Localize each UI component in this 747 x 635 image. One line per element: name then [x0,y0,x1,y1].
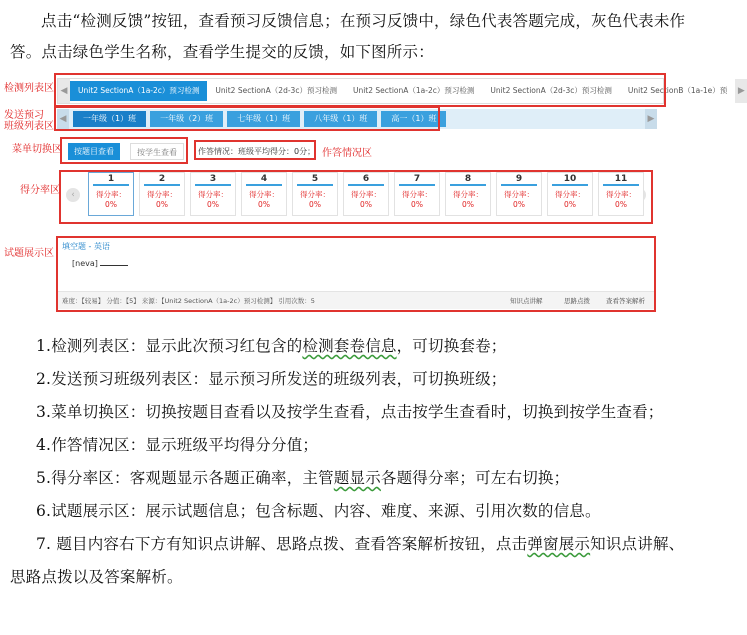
class-tab[interactable]: 一年级（2）班 [150,111,223,127]
list-item: 4.作答情况区：显示班级平均得分分值； [36,436,319,454]
annotation-score: 得分率区 [20,185,60,196]
question-title: 填空题 - 英语 [62,242,110,251]
score-rate-value: 0% [309,200,321,209]
question-number: 2 [144,173,180,186]
list-item: 2.发送预习班级列表区：显示预习所发送的班级列表，可切换班级； [36,370,507,388]
chevron-left-icon[interactable]: ◀ [58,79,70,103]
list-item: 6.试题展示区：展示试题信息；包含标题、内容、难度、来源、引用次数的信息。 [36,502,601,520]
question-number: 3 [195,173,231,186]
class-tab[interactable]: 七年级（1）班 [227,111,300,127]
list-item: 1.检测列表区：显示此次预习红包含的检测套卷信息，可切换套卷； [36,337,507,355]
score-rate-label: 得分率： [402,190,432,199]
score-rate-label: 得分率： [504,190,534,199]
chevron-right-icon[interactable]: ▶ [645,109,657,129]
knowledge-button[interactable]: 知识点讲解 [510,297,543,305]
performance-summary: 作答情况：班级平均得分：0分； [198,147,316,156]
score-rate-value: 0% [360,200,372,209]
test-set-tab[interactable]: Unit2 SectionA（1a-2c）预习检测 [70,81,207,101]
score-rate-value: 0% [615,200,627,209]
annotation-class-list-line2: 班级列表区 [4,121,54,132]
annotation-performance: 作答情况区 [322,148,372,159]
score-rate-value: 0% [258,200,270,209]
chevron-right-icon[interactable]: ▶ [735,79,747,103]
by-question-button[interactable]: 按题目查看 [68,143,120,160]
score-rate-label: 得分率： [555,190,585,199]
question-number: 10 [552,173,588,186]
score-rate-value: 0% [105,200,117,209]
score-rate-label: 得分率： [249,190,279,199]
score-rate-value: 0% [564,200,576,209]
chevron-left-icon[interactable]: ‹ [66,188,80,202]
annotation-class-list-line1: 发送预习 [4,110,44,121]
question-number: 8 [450,173,486,186]
list-item: 5.得分率区：客观题显示各题正确率，主管题显示各题得分率；可左右切换； [36,469,570,487]
description-list [10,330,700,594]
class-tab[interactable]: 一年级（1）班 [73,111,146,127]
intro-paragraph: 点击“检测反馈”按钮，查看预习反馈信息；在预习反馈中，绿色代表答题完成，灰色代表未作答。点击绿色学生名称，查看学生提交的反馈，如下图所示： [10,12,686,61]
list-item: 7. 题目内容右下方有知识点讲解、思路点拨、查看答案解析按钮，点击弹窗展示知识点讲解、思路点拨以及答案解析。 [10,535,685,586]
highlight-question [56,236,656,312]
score-rate-value: 0% [156,200,168,209]
annotation-question: 试题展示区 [4,248,54,259]
test-set-tab[interactable]: Unit2 SectionA（2d-3c）预习检测 [490,86,612,95]
score-rate-value: 0% [462,200,474,209]
score-rate-label: 得分率： [453,190,483,199]
score-rate-label: 得分率： [351,190,381,199]
question-number: 6 [348,173,384,186]
highlight-test-list [54,73,666,107]
by-student-button[interactable]: 按学生查看 [130,143,184,160]
score-rate-value: 0% [207,200,219,209]
score-rate-label: 得分率： [96,190,126,199]
chevron-left-icon[interactable]: ◀ [57,109,69,129]
highlight-score [59,170,653,224]
score-rate-label: 得分率： [300,190,330,199]
feedback-screenshot [0,68,745,318]
test-set-tab[interactable]: Unit2 SectionB（1a-1e）预 [627,86,728,95]
class-tab[interactable]: 高一（1）班 [381,111,446,127]
score-rate-value: 0% [513,200,525,209]
score-rate-label: 得分率： [606,190,636,199]
score-rate-value: 0% [411,200,423,209]
question-number: 4 [246,173,282,186]
question-number: 1 [93,173,129,186]
answer-analysis-button[interactable]: 查看答案解析 [606,297,645,305]
hint-button[interactable]: 思路点拨 [564,297,590,305]
highlight-class-list [54,106,440,131]
annotation-test-list: 检测列表区 [4,83,54,94]
score-rate-label: 得分率： [198,190,228,199]
test-set-tab[interactable]: Unit2 SectionA（1a-2c）预习检测 [352,86,475,95]
question-number: 9 [501,173,537,186]
test-set-tab[interactable]: Unit2 SectionA（2d-3c）预习检测 [215,86,337,95]
highlight-performance [194,140,316,160]
question-content: [neva] [72,258,128,268]
question-meta: 难度：【较易】 分值：【5】 来源：【Unit2 SectionA（1a-2c）预习检测】 引用次数：5 [62,297,315,305]
annotation-menu: 菜单切换区 [12,144,62,155]
question-number: 7 [399,173,435,186]
question-number: 5 [297,173,333,186]
class-list-filler [446,109,645,129]
question-number: 11 [603,173,639,186]
highlight-menu [60,137,188,164]
score-rate-label: 得分率： [147,190,177,199]
class-tab[interactable]: 八年级（1）班 [304,111,377,127]
list-item: 3.菜单切换区：切换按题目查看以及按学生查看，点击按学生查看时，切换到按学生查看； [36,403,664,421]
